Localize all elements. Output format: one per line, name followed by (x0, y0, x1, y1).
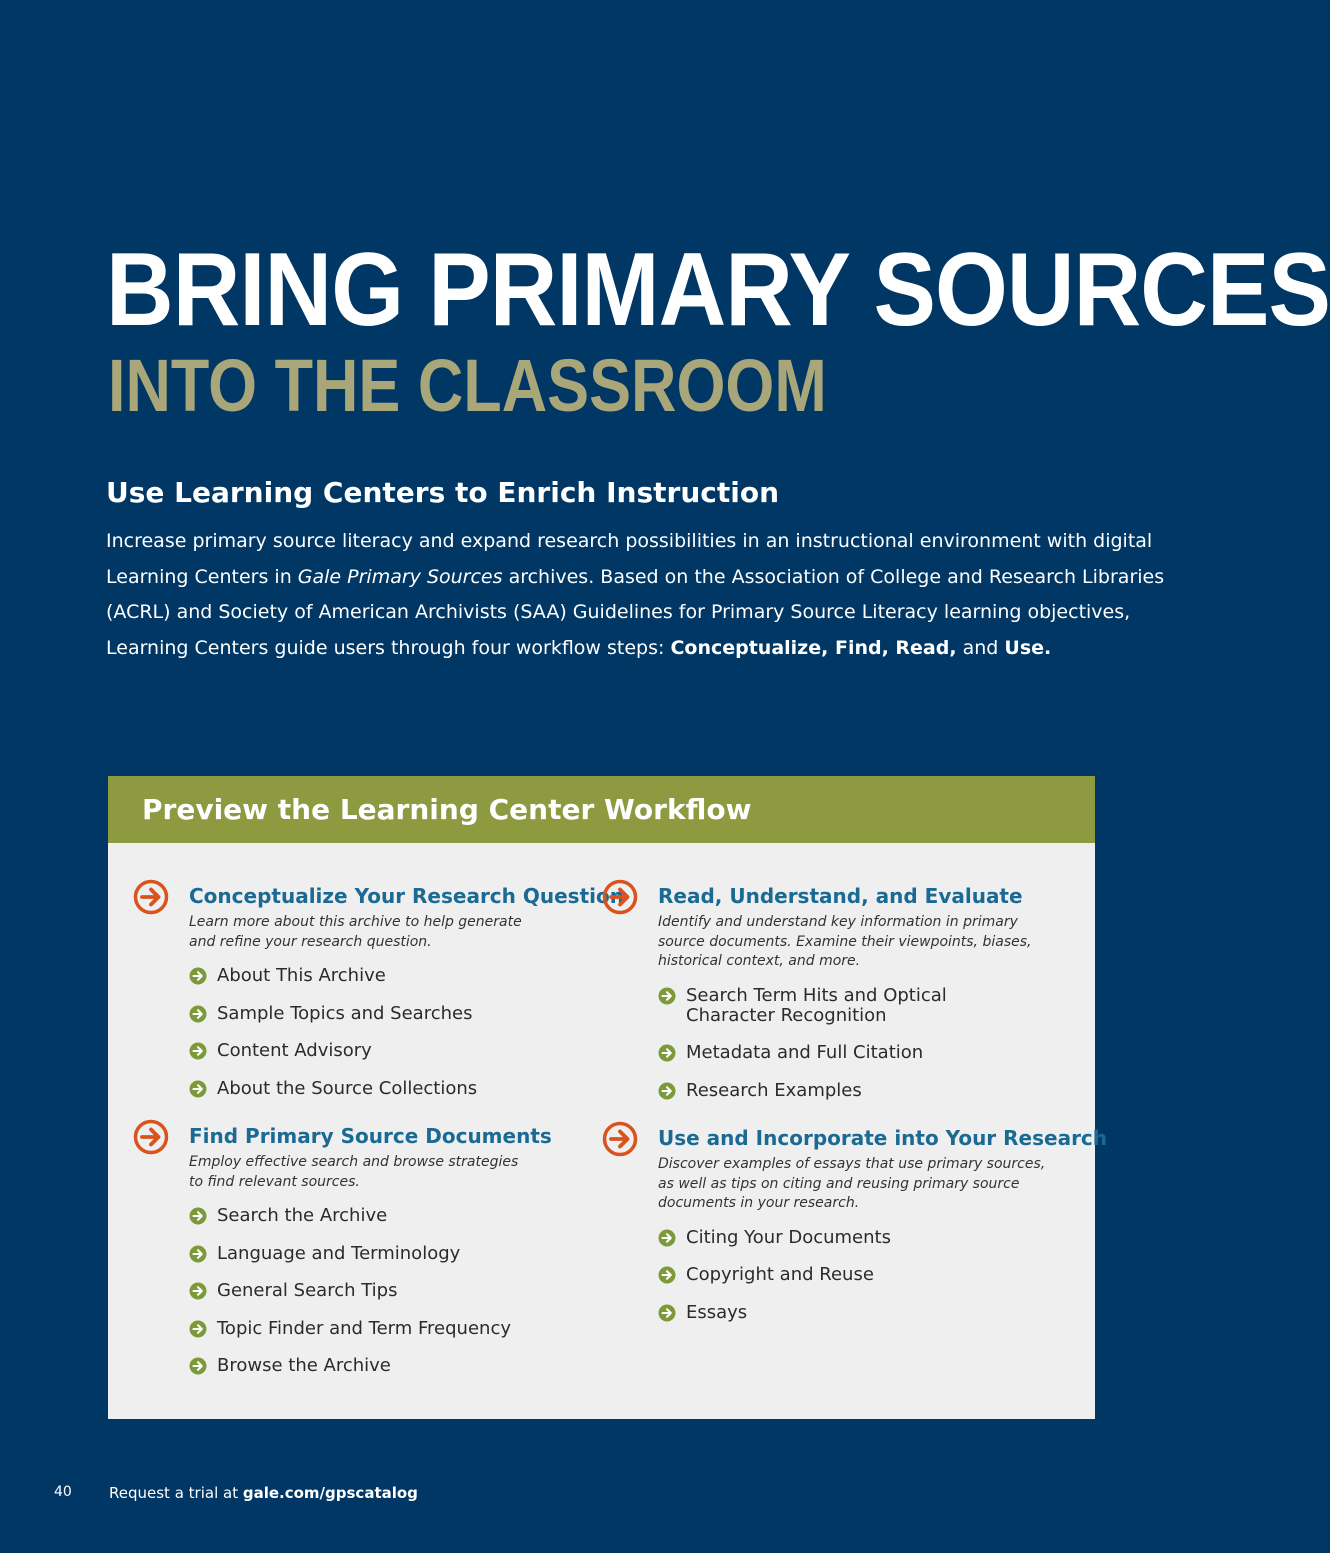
workflow-panel-title: Preview the Learning Center Workflow (142, 793, 752, 826)
workflow-item-label: Search the Archive (217, 1205, 388, 1226)
arrow-right-circle-small-icon (189, 1207, 207, 1225)
arrow-right-circle-small-icon (658, 1229, 676, 1247)
workflow-item-label: Language and Terminology (217, 1242, 461, 1264)
page-subtitle: INTO THE CLASSROOM (108, 344, 827, 427)
arrow-right-circle-small-icon (189, 967, 207, 985)
description-line: to find relevant sources. (189, 1173, 360, 1190)
description-line: source documents. Examine their viewpoints, biases, (658, 933, 1032, 950)
workflow-item[interactable] (658, 1081, 1031, 1101)
description-line: as well as tips on citing and reusing primary source (658, 1175, 1020, 1192)
workflow-item-label: Research Examples (686, 1079, 862, 1101)
workflow-item-label: Topic Finder and Term Frequency (217, 1317, 511, 1339)
arrow-right-circle-icon (602, 1121, 638, 1157)
workflow-section-title: Find Primary Source Documents (189, 1124, 552, 1148)
workflow-item[interactable] (658, 986, 1031, 1026)
intro-product-name: Gale Primary Sources (297, 565, 503, 588)
workflow-section-description (189, 1153, 552, 1192)
arrow-right-circle-small-icon (658, 1044, 676, 1062)
workflow-item[interactable] (189, 1041, 624, 1061)
arrow-right-circle-icon (133, 1119, 169, 1155)
workflow-item[interactable] (189, 1079, 624, 1099)
description-line: Identify and understand key information in primary (658, 914, 1018, 930)
workflow-section-description (658, 1155, 1107, 1214)
footer-trial-text: Request a trial at (109, 1484, 243, 1502)
footer-trial-link[interactable]: gale.com/gpscatalog (242, 1484, 418, 1502)
workflow-item-label: Copyright and Reuse (686, 1264, 874, 1285)
workflow-item-label: Sample Topics and Searches (217, 1002, 473, 1024)
intro-line: Increase primary source literacy and expand research possibilities in an instructional environment with digital (106, 530, 1153, 552)
workflow-section-title: Conceptualize Your Research Question (189, 884, 624, 908)
workflow-section-description (658, 913, 1031, 972)
workflow-section-title: Use and Incorporate into Your Research (658, 1126, 1108, 1150)
workflow-item[interactable] (189, 1004, 624, 1024)
intro-line: (ACRL) and Society of American Archivists (SAA) Guidelines for Primary Source Literacy learning objectives, (106, 601, 1131, 623)
workflow-panel (108, 776, 1108, 1419)
workflow-panel-header (108, 776, 1095, 843)
page-title: BRING PRIMARY SOURCES (106, 232, 1330, 348)
arrow-right-circle-small-icon (189, 1080, 207, 1098)
workflow-item-label: Search Term Hits and Optical (686, 984, 947, 1006)
workflow-section-conceptualize (189, 881, 624, 1116)
workflow-section-use (658, 1123, 1107, 1340)
workflow-item-list (658, 986, 1031, 1101)
workflow-item[interactable] (658, 1265, 1107, 1285)
intro-step-use: Use. (1004, 636, 1052, 659)
workflow-item[interactable] (189, 1319, 552, 1339)
workflow-item[interactable] (658, 1043, 1031, 1063)
workflow-section-description (189, 913, 624, 952)
workflow-item[interactable] (189, 1206, 552, 1226)
workflow-item-label: About This Archive (217, 965, 386, 986)
page-number: 40 (54, 1484, 72, 1500)
description-line: Discover examples of essays that use primary sources, (658, 1156, 1046, 1172)
arrow-right-circle-icon (602, 879, 638, 915)
workflow-item-label: Essays (686, 1301, 748, 1323)
intro-heading: Use Learning Centers to Enrich Instruction (106, 476, 780, 509)
workflow-item[interactable] (189, 1244, 552, 1264)
workflow-item[interactable] (189, 1281, 552, 1301)
arrow-right-circle-icon (133, 879, 169, 915)
intro-text: Learning Centers in (106, 565, 298, 588)
arrow-right-circle-small-icon (658, 1266, 676, 1284)
workflow-section-find (189, 1121, 552, 1394)
arrow-right-circle-small-icon (658, 1304, 676, 1322)
intro-paragraph (106, 524, 1165, 666)
workflow-item[interactable] (189, 1356, 552, 1376)
workflow-item[interactable] (189, 966, 624, 986)
description-line: documents in your research. (658, 1195, 860, 1211)
workflow-item-label: Citing Your Documents (686, 1226, 891, 1248)
workflow-item-label: Metadata and Full Citation (686, 1042, 924, 1063)
arrow-right-circle-small-icon (189, 1320, 207, 1338)
workflow-item-label: Content Advisory (217, 1040, 372, 1061)
intro-text: and (956, 636, 1005, 659)
description-line: Learn more about this archive to help generate (189, 914, 522, 930)
workflow-item-label: Browse the Archive (217, 1355, 391, 1376)
intro-steps: Conceptualize, Find, Read, (670, 636, 957, 659)
workflow-item-list (189, 966, 624, 1099)
arrow-right-circle-small-icon (189, 1005, 207, 1023)
workflow-item[interactable] (658, 1303, 1107, 1323)
intro-line (106, 560, 1165, 596)
arrow-right-circle-small-icon (189, 1042, 207, 1060)
arrow-right-circle-small-icon (658, 987, 676, 1005)
arrow-right-circle-small-icon (189, 1282, 207, 1300)
workflow-section-title: Read, Understand, and Evaluate (658, 884, 1023, 908)
description-line: Employ effective search and browse strategies (189, 1154, 519, 1170)
workflow-item-list (658, 1228, 1107, 1323)
arrow-right-circle-small-icon (658, 1082, 676, 1100)
intro-text: archives. Based on the Association of College and Research Libraries (502, 565, 1165, 588)
intro-line (106, 631, 1106, 667)
description-line: and refine your research question. (189, 933, 432, 950)
workflow-section-read (658, 881, 1031, 1118)
description-line: historical context, and more. (658, 953, 861, 969)
workflow-item-label: Character Recognition (686, 1004, 887, 1026)
footer-trial (109, 1484, 418, 1502)
workflow-item[interactable] (658, 1228, 1107, 1248)
workflow-item-label: About the Source Collections (217, 1077, 478, 1099)
arrow-right-circle-small-icon (189, 1357, 207, 1375)
intro-text: Learning Centers guide users through four workflow steps: (106, 636, 671, 659)
workflow-item-label: General Search Tips (217, 1280, 398, 1301)
workflow-item-list (189, 1206, 552, 1376)
arrow-right-circle-small-icon (189, 1245, 207, 1263)
